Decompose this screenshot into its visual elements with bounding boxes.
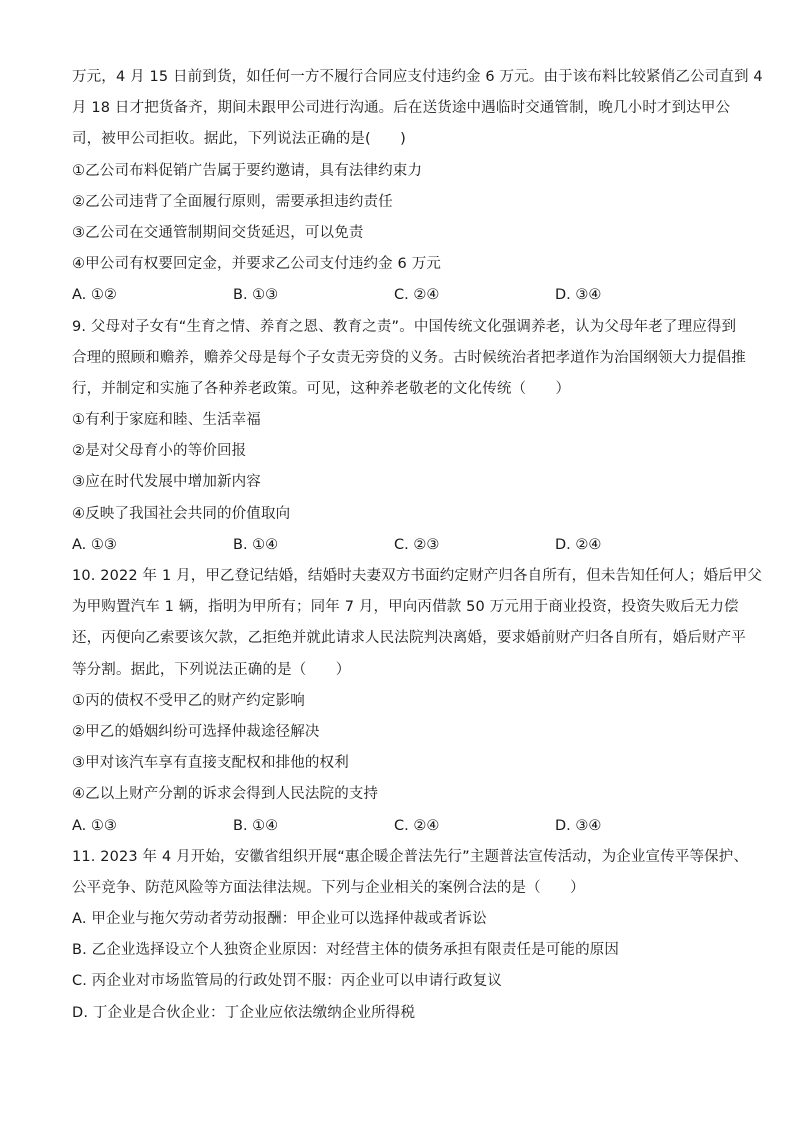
q8-statement-4: ④甲公司有权要回定金，并要求乙公司支付违约金 6 万元 (72, 256, 441, 273)
q10-option-d: D. ③④ (555, 817, 602, 834)
q8-option-d: D. ③④ (555, 287, 602, 304)
q10-statement-2: ②甲乙的婚姻纠纷可选择仲裁途径解决 (72, 723, 320, 740)
q11-choice-a: A. 甲企业与拖欠劳动者劳动报酬：甲企业可以选择仲裁或者诉讼 (72, 911, 487, 928)
q8-stem-line-2: 月 18 日才把货备齐，期间未跟甲公司进行沟通。后在送货途中遇临时交通管制，晚几小时才到达甲公 (72, 100, 731, 117)
q10-option-b: B. ①④ (233, 817, 279, 834)
q9-statement-3: ③应在时代发展中增加新内容 (72, 474, 261, 491)
q9-option-d: D. ②④ (555, 536, 602, 553)
q8-statement-1: ①乙公司布料促销广告属于要约邀请，具有法律约束力 (72, 162, 423, 179)
q8-statement-3: ③乙公司在交通管制期间交货延迟，可以免责 (72, 224, 364, 241)
q9-statement-1: ①有利于家庭和睦、生活幸福 (72, 412, 261, 429)
question-8 (72, 62, 763, 312)
q10-options (72, 811, 724, 842)
q9-statement-4: ④反映了我国社会共同的价值取向 (72, 505, 291, 522)
q9-statement-2: ②是对父母育小的等价回报 (72, 443, 247, 460)
q11-stem-line-1: 11. 2023 年 4 月开始，安徽省组织开展“惠企暖企普法先行”主题普法宣传活动，为企业宣传平等保护、 (72, 848, 749, 865)
q8-option-b: B. ①③ (233, 287, 279, 304)
question-11 (72, 842, 749, 1029)
q8-statement-2: ②乙公司违背了全面履行原则，需要承担违约责任 (72, 193, 393, 210)
q9-option-c: C. ②③ (394, 536, 440, 553)
q8-option-a: A. ①② (72, 287, 117, 304)
q10-stem-line-3: 还，丙便向乙索要该欠款，乙拒绝并就此请求人民法院判决离婚，要求婚前财产归各自所有，婚后财产平 (72, 630, 746, 647)
q10-stem-line-1: 10. 2022 年 1 月，甲乙登记结婚，结婚时夫妻双方书面约定财产归各自所有，但未告知任何人；婚后甲父 (72, 568, 763, 584)
q9-option-a: A. ①③ (72, 536, 117, 553)
exam-page (72, 62, 763, 1029)
q10-statement-4: ④乙以上财产分割的诉求会得到人民法院的支持 (72, 786, 379, 803)
q10-stem-line-4: 等分割。据此，下列说法正确的是（ ） (72, 661, 351, 678)
q9-stem-line-1: 9. 父母对子女有“生育之情、养育之恩、教育之责”。中国传统文化强调养老，认为父母年老了理应得到 (72, 318, 737, 335)
q10-option-c: C. ②④ (394, 817, 440, 834)
q8-options (72, 280, 724, 311)
q10-statement-3: ③甲对该汽车享有直接支配权和排他的权利 (72, 755, 349, 772)
question-10 (72, 561, 763, 842)
q9-stem-line-3: 行，并制定和实施了各种养老政策。可见，这种养老敬老的文化传统（ ） (72, 380, 571, 397)
q9-options (72, 530, 724, 561)
q11-choice-b: B. 乙企业选择设立个人独资企业原因：对经营主体的债务承担有限责任是可能的原因 (72, 942, 620, 959)
q10-statement-1: ①丙的债权不受甲乙的财产约定影响 (72, 692, 305, 709)
q8-stem-line-3: 司，被甲公司拒收。据此，下列说法正确的是( ) (72, 131, 406, 148)
q11-stem-line-2: 公平竞争、防范风险等方面法律法规。下列与企业相关的案例合法的是（ ） (72, 879, 585, 896)
q11-choice-c: C. 丙企业对市场监管局的行政处罚不服：丙企业可以申请行政复议 (72, 973, 502, 990)
question-9 (72, 312, 746, 562)
q8-option-c: C. ②④ (394, 287, 440, 304)
q9-option-b: B. ①④ (233, 536, 279, 553)
q10-option-a: A. ①③ (72, 817, 117, 834)
q10-stem-line-2: 为甲购置汽车 1 辆，指明为甲所有；同年 7 月，甲向丙借款 50 万元用于商业投资，投资失败后无力偿 (72, 599, 739, 616)
q9-stem-line-2: 合理的照顾和赡养，赡养父母是每个子女责无旁贷的义务。古时候统治者把孝道作为治国纲领大力提倡推 (72, 349, 746, 366)
q8-stem-line-1: 万元，4 月 15 日前到货，如任何一方不履行合同应支付违约金 6 万元。由于该布料比较紧俏乙公司直到 4 (72, 69, 763, 85)
q11-choice-d: D. 丁企业是合伙企业：丁企业应依法缴纳企业所得税 (72, 1004, 416, 1021)
